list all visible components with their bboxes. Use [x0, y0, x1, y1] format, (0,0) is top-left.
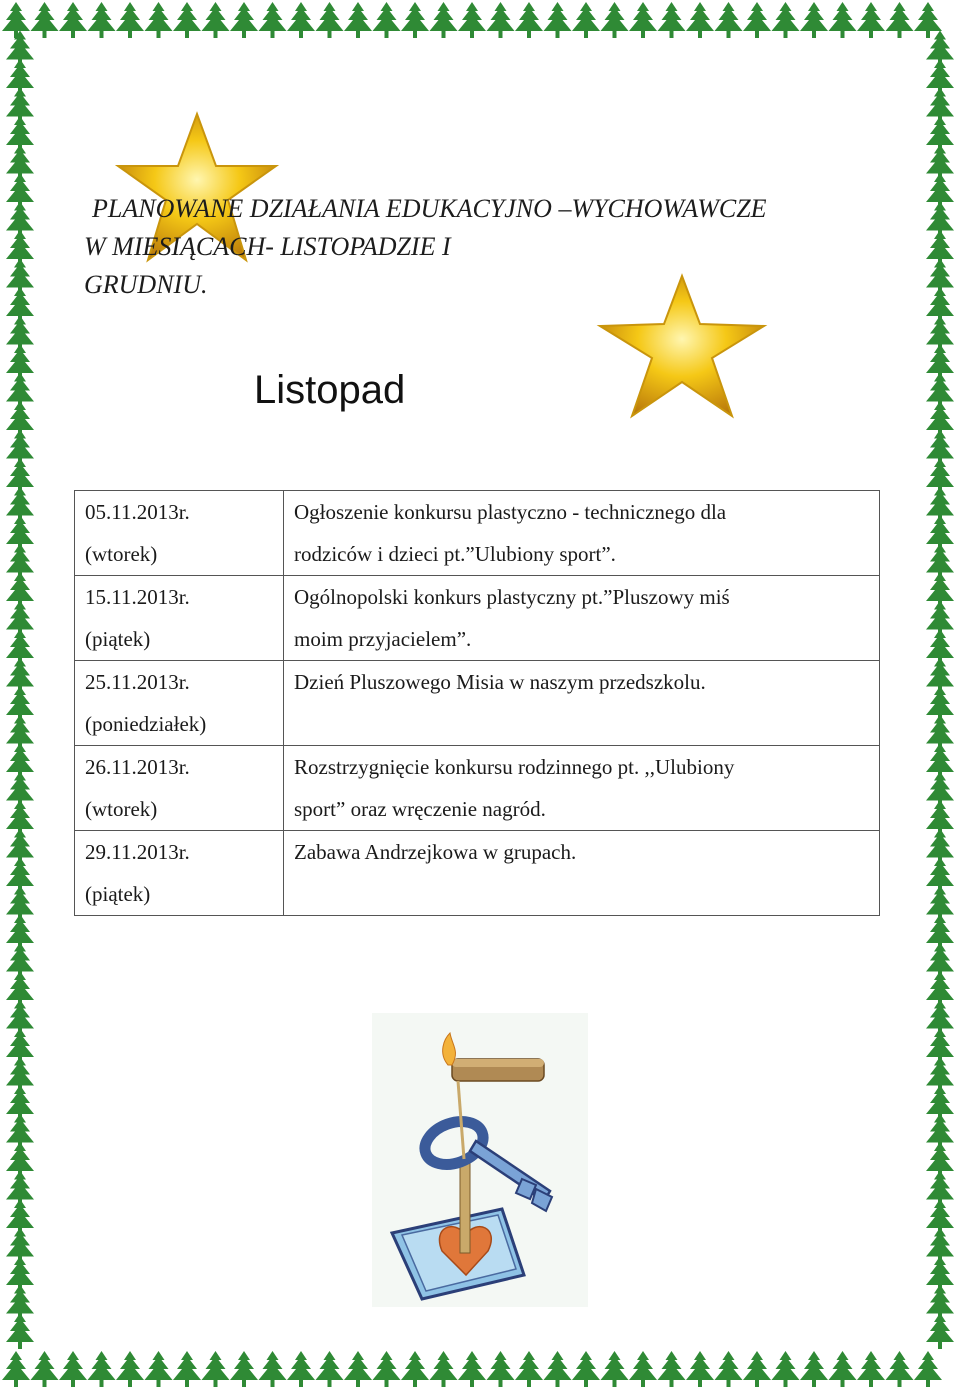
christmas-tree-icon: [572, 1351, 600, 1387]
christmas-tree-icon: [2, 1351, 30, 1387]
christmas-tree-icon: [658, 1351, 686, 1387]
christmas-tree-icon: [59, 2, 87, 38]
christmas-tree-icon: [658, 2, 686, 38]
christmas-tree-icon: [259, 2, 287, 38]
events-table: [74, 490, 880, 916]
christmas-tree-icon: [715, 2, 743, 38]
christmas-tree-icon: [487, 1351, 515, 1387]
description-cell: [284, 576, 880, 661]
christmas-tree-icon: [173, 1351, 201, 1387]
christmas-tree-icon: [116, 2, 144, 38]
christmas-tree-icon: [6, 1313, 34, 1349]
christmas-tree-icon: [886, 1351, 914, 1387]
event-day: (piątek): [85, 882, 151, 906]
event-text: moim przyjacielem”.: [294, 627, 472, 651]
christmas-tree-icon: [430, 1351, 458, 1387]
christmas-tree-icon: [373, 2, 401, 38]
christmas-tree-icon: [145, 1351, 173, 1387]
christmas-tree-icon: [857, 2, 885, 38]
christmas-tree-icon: [629, 1351, 657, 1387]
date-cell: [75, 491, 284, 576]
page-heading: [84, 190, 884, 304]
month-title: Listopad: [254, 368, 406, 412]
date-cell: [75, 831, 284, 916]
christmas-tree-icon: [487, 2, 515, 38]
christmas-tree-icon: [230, 2, 258, 38]
christmas-tree-icon: [316, 1351, 344, 1387]
table-row: [75, 831, 880, 916]
christmas-tree-icon: [515, 1351, 543, 1387]
christmas-tree-icon: [914, 1351, 942, 1387]
christmas-tree-icon: [772, 2, 800, 38]
christmas-tree-icon: [743, 1351, 771, 1387]
christmas-tree-icon: [515, 2, 543, 38]
christmas-tree-icon: [401, 2, 429, 38]
christmas-tree-icon: [2, 2, 30, 38]
christmas-tree-icon: [686, 1351, 714, 1387]
christmas-tree-icon: [829, 2, 857, 38]
key-icon: [419, 1114, 552, 1211]
christmas-tree-icon: [31, 2, 59, 38]
christmas-tree-icon: [629, 2, 657, 38]
description-cell: [284, 831, 880, 916]
christmas-tree-icon: [800, 2, 828, 38]
christmas-tree-icon: [59, 1351, 87, 1387]
christmas-tree-icon: [202, 1351, 230, 1387]
event-text: Rozstrzygnięcie konkursu rodzinnego pt. ,,Ulubiony: [294, 755, 735, 779]
christmas-tree-icon: [373, 1351, 401, 1387]
christmas-tree-icon: [601, 2, 629, 38]
event-date: 15.11.2013r.: [85, 585, 190, 609]
event-date: 05.11.2013r.: [85, 500, 190, 524]
table-row: [75, 661, 880, 746]
christmas-tree-icon: [886, 2, 914, 38]
heading-line-1: PLANOWANE DZIAŁANIA EDUKACYJNO –WYCHOWAWCZE: [92, 194, 767, 223]
date-cell: [75, 576, 284, 661]
event-text: Ogłoszenie konkursu plastyczno - technicznego dla: [294, 500, 727, 524]
christmas-tree-icon: [715, 1351, 743, 1387]
event-date: 29.11.2013r.: [85, 840, 190, 864]
event-date: 26.11.2013r.: [85, 755, 190, 779]
christmas-tree-icon: [287, 1351, 315, 1387]
christmas-tree-icon: [344, 1351, 372, 1387]
christmas-tree-icon: [88, 2, 116, 38]
christmas-tree-icon: [173, 2, 201, 38]
christmas-tree-icon: [601, 1351, 629, 1387]
description-cell: [284, 661, 880, 746]
event-day: (wtorek): [85, 797, 158, 821]
christmas-tree-icon: [259, 1351, 287, 1387]
christmas-tree-icon: [458, 2, 486, 38]
christmas-tree-icon: [116, 1351, 144, 1387]
christmas-tree-icon: [800, 1351, 828, 1387]
christmas-tree-icon: [145, 2, 173, 38]
table-row: [75, 491, 880, 576]
event-text: Dzień Pluszowego Misia w naszym przedszkolu.: [294, 670, 706, 694]
christmas-tree-icon: [914, 2, 942, 38]
event-text: rodziców i dzieci pt.”Ulubiony sport”.: [294, 542, 616, 566]
heading-line-2: W MIESIĄCACH- LISTOPADZIE I: [84, 232, 451, 261]
christmas-tree-icon: [743, 2, 771, 38]
heading-line-3: GRUDNIU.: [84, 270, 208, 299]
christmas-tree-icon: [829, 1351, 857, 1387]
description-cell: [284, 491, 880, 576]
christmas-tree-icon: [458, 1351, 486, 1387]
description-cell: [284, 746, 880, 831]
christmas-tree-icon: [401, 1351, 429, 1387]
christmas-tree-icon: [287, 2, 315, 38]
christmas-tree-icon: [544, 2, 572, 38]
christmas-tree-icon: [926, 1313, 954, 1349]
christmas-tree-icon: [202, 2, 230, 38]
christmas-tree-icon: [88, 1351, 116, 1387]
christmas-tree-icon: [772, 1351, 800, 1387]
christmas-tree-icon: [316, 2, 344, 38]
christmas-tree-icon: [31, 1351, 59, 1387]
date-cell: [75, 661, 284, 746]
christmas-tree-icon: [686, 2, 714, 38]
christmas-tree-icon: [544, 1351, 572, 1387]
flame-icon: [443, 1033, 456, 1065]
christmas-tree-icon: [430, 2, 458, 38]
event-day: (poniedziałek): [85, 712, 207, 736]
event-text: sport” oraz wręczenie nagród.: [294, 797, 546, 821]
candle-key-illustration: [372, 1013, 588, 1307]
event-text: Ogólnopolski konkurs plastyczny pt.”Pluszowy miś: [294, 585, 730, 609]
christmas-tree-icon: [857, 1351, 885, 1387]
christmas-tree-icon: [230, 1351, 258, 1387]
date-cell: [75, 746, 284, 831]
event-date: 25.11.2013r.: [85, 670, 190, 694]
table-row: [75, 746, 880, 831]
event-day: (piątek): [85, 627, 151, 651]
christmas-tree-icon: [572, 2, 600, 38]
event-text: Zabawa Andrzejkowa w grupach.: [294, 840, 577, 864]
event-day: (wtorek): [85, 542, 158, 566]
christmas-tree-icon: [344, 2, 372, 38]
table-row: [75, 576, 880, 661]
